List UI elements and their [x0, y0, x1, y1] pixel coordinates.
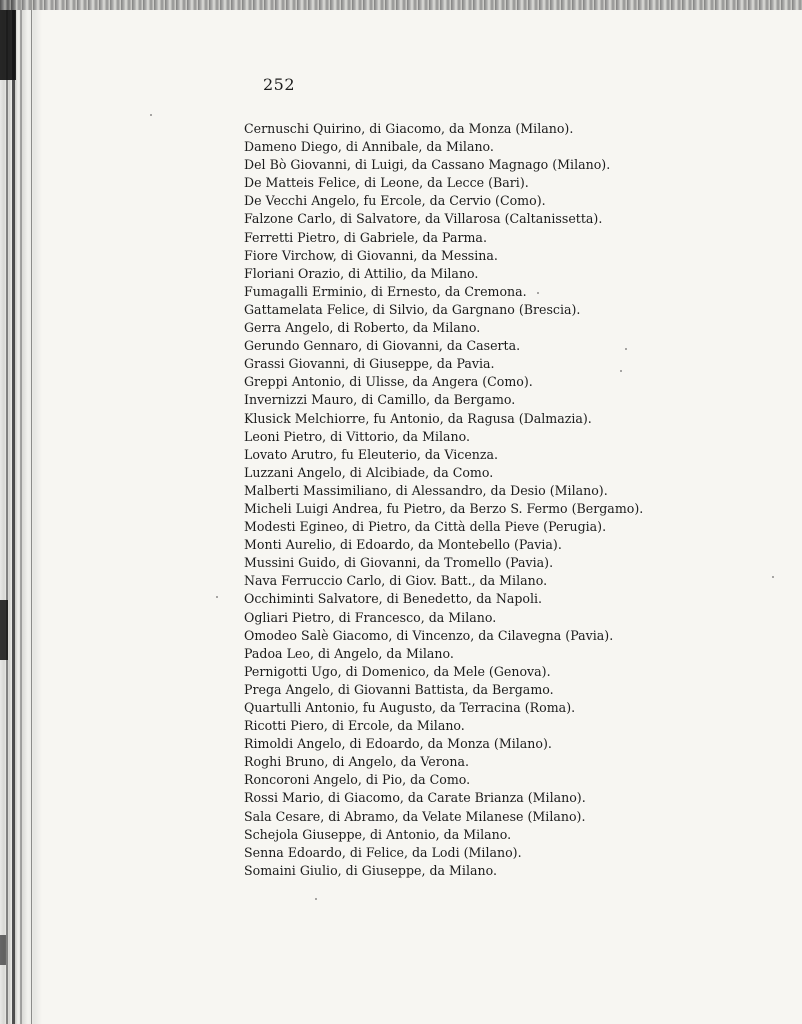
list-item: Ogliari Pietro, di Francesco, da Milano. [244, 609, 497, 625]
list-item: Omodeo Salè Giacomo, di Vincenzo, da Cilavegna (Pavia). [244, 627, 614, 643]
list-item: Leoni Pietro, di Vittorio, da Milano. [244, 428, 471, 444]
list-item: Grassi Giovanni, di Giuseppe, da Pavia. [244, 356, 495, 372]
list-item: Ricotti Piero, di Ercole, da Milano. [244, 718, 465, 734]
list-item: Somaini Giulio, di Giuseppe, da Milano. [244, 862, 497, 878]
name-list [244, 120, 764, 880]
binding-shadow-line [31, 0, 32, 1024]
binding-blot [0, 935, 6, 965]
binding-edge [0, 0, 42, 1024]
list-item: Mussini Guido, di Giovanni, da Tromello (Pavia). [244, 555, 554, 571]
binding-shadow-line [20, 0, 22, 1024]
list-item: Luzzani Angelo, di Alcibiade, da Como. [244, 464, 494, 480]
list-item: Gattamelata Felice, di Silvio, da Gargnano (Brescia). [244, 301, 581, 317]
list-item: Padoa Leo, di Angelo, da Milano. [244, 645, 454, 661]
dust-speck [150, 114, 152, 116]
list-item: Senna Edoardo, di Felice, da Lodi (Milano). [244, 844, 522, 860]
list-item: Prega Angelo, di Giovanni Battista, da Bergamo. [244, 681, 554, 697]
list-item: Falzone Carlo, di Salvatore, da Villarosa (Caltanissetta). [244, 211, 603, 227]
list-item: Lovato Arutro, fu Eleuterio, da Vicenza. [244, 446, 499, 462]
list-item: Sala Cesare, di Abramo, da Velate Milanese (Milano). [244, 808, 586, 824]
list-item: Dameno Diego, di Annibale, da Milano. [244, 139, 494, 155]
list-item: Invernizzi Mauro, di Camillo, da Bergamo. [244, 392, 516, 408]
binding-shadow-line [6, 0, 8, 1024]
list-item: Fiore Virchow, di Giovanni, da Messina. [244, 247, 498, 263]
list-item: Monti Aurelio, di Edoardo, da Montebello (Pavia). [244, 537, 562, 553]
list-item: Ferretti Pietro, di Gabriele, da Parma. [244, 229, 487, 245]
list-item: Fumagalli Erminio, di Ernesto, da Cremona. [244, 283, 527, 299]
binding-blot [0, 600, 8, 660]
dust-speck [216, 596, 218, 598]
list-item: Pernigotti Ugo, di Domenico, da Mele (Genova). [244, 663, 551, 679]
page-number: 252 [263, 75, 296, 94]
list-item: Micheli Luigi Andrea, fu Pietro, da Berzo S. Fermo (Bergamo). [244, 500, 644, 516]
scan-top-edge [0, 0, 802, 10]
list-item: De Matteis Felice, di Leone, da Lecce (Bari). [244, 175, 529, 191]
list-item: Del Bò Giovanni, di Luigi, da Cassano Magnago (Milano). [244, 157, 611, 173]
list-item: Gerra Angelo, di Roberto, da Milano. [244, 320, 481, 336]
list-item: Floriani Orazio, di Attilio, da Milano. [244, 265, 479, 281]
list-item: Roncoroni Angelo, di Pio, da Como. [244, 772, 471, 788]
binding-shadow-line [12, 0, 15, 1024]
list-item: Greppi Antonio, di Ulisse, da Angera (Como). [244, 374, 533, 390]
dust-speck [315, 898, 317, 900]
list-item: Rossi Mario, di Giacomo, da Carate Brianza (Milano). [244, 790, 586, 806]
binding-blot [0, 0, 16, 80]
list-item: Quartulli Antonio, fu Augusto, da Terracina (Roma). [244, 700, 576, 715]
list-item: Cernuschi Quirino, di Giacomo, da Monza (Milano). [244, 121, 574, 136]
list-item: Schejola Giuseppe, di Antonio, da Milano. [244, 826, 512, 842]
list-item: De Vecchi Angelo, fu Ercole, da Cervio (Como). [244, 193, 546, 209]
list-item: Klusick Melchiorre, fu Antonio, da Ragusa (Dalmazia). [244, 410, 592, 426]
list-item: Nava Ferruccio Carlo, di Giov. Batt., da Milano. [244, 573, 548, 589]
list-item: Malberti Massimiliano, di Alessandro, da Desio (Milano). [244, 482, 608, 498]
list-item: Roghi Bruno, di Angelo, da Verona. [244, 754, 469, 770]
list-item: Occhiminti Salvatore, di Benedetto, da Napoli. [244, 591, 543, 607]
list-item: Modesti Egineo, di Pietro, da Città della Pieve (Perugia). [244, 519, 607, 535]
dust-speck [772, 576, 774, 578]
list-item: Rimoldi Angelo, di Edoardo, da Monza (Milano). [244, 736, 552, 752]
list-item: Gerundo Gennaro, di Giovanni, da Caserta. [244, 338, 521, 354]
